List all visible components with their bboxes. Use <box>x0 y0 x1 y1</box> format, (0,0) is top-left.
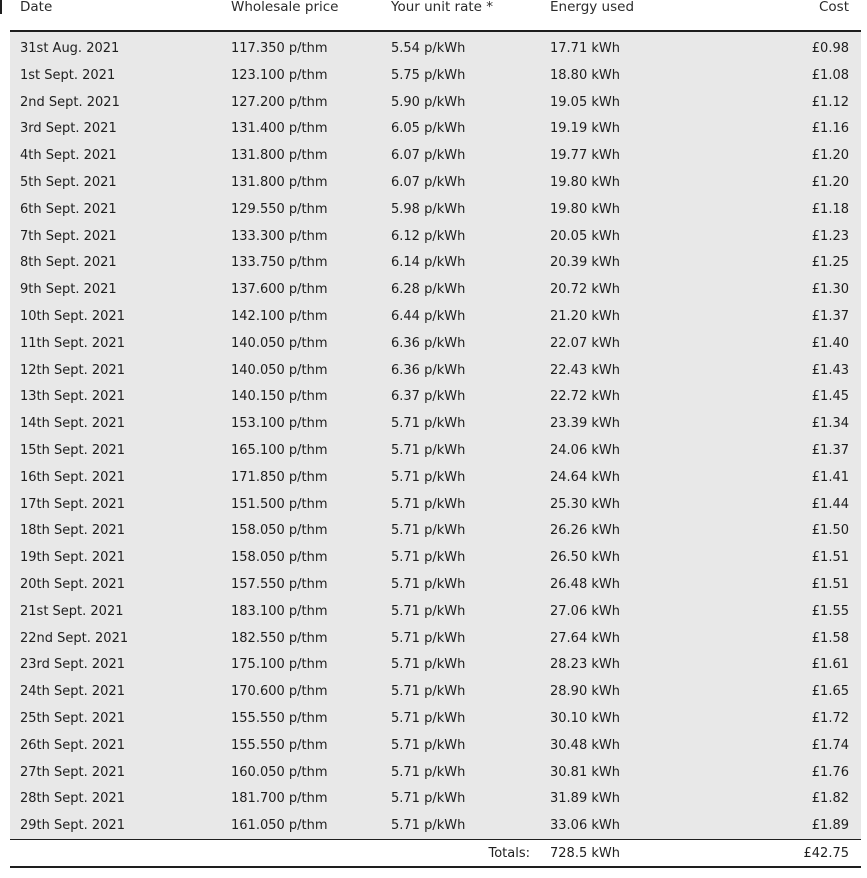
cell-wholesale: 151.500 p/thm <box>231 496 328 512</box>
header-cost: Cost <box>818 0 849 15</box>
cell-energy: 22.72 kWh <box>550 389 620 405</box>
cell-date: 29th Sept. 2021 <box>20 818 125 834</box>
cell-cost: £1.20 <box>811 174 849 190</box>
cell-date: 22nd Sept. 2021 <box>20 630 129 646</box>
cell-cost: £1.65 <box>811 684 849 700</box>
table-row <box>10 410 861 437</box>
table-row <box>10 598 861 625</box>
cell-energy: 19.05 kWh <box>550 94 620 110</box>
table-row <box>10 785 861 812</box>
cell-unit-rate: 6.44 p/kWh <box>391 308 466 324</box>
totals-cost: £42.75 <box>803 845 849 861</box>
table-row <box>10 169 861 196</box>
cell-energy: 22.07 kWh <box>550 335 620 351</box>
cell-unit-rate: 6.37 p/kWh <box>391 389 466 405</box>
cell-unit-rate: 5.71 p/kWh <box>391 684 466 700</box>
cell-energy: 19.77 kWh <box>550 148 620 164</box>
table-row <box>10 62 861 89</box>
cell-energy: 24.06 kWh <box>550 442 620 458</box>
cell-cost: £1.58 <box>811 630 849 646</box>
table-row <box>10 303 861 330</box>
cell-date: 14th Sept. 2021 <box>20 416 125 432</box>
table-body <box>10 32 861 839</box>
cell-energy: 30.81 kWh <box>550 764 620 780</box>
cell-energy: 26.48 kWh <box>550 576 620 592</box>
table-row <box>10 142 861 169</box>
cell-unit-rate: 6.36 p/kWh <box>391 335 466 351</box>
cell-wholesale: 158.050 p/thm <box>231 550 328 566</box>
energy-usage-table <box>10 0 861 868</box>
table-row <box>10 491 861 518</box>
table-row <box>10 759 861 786</box>
cell-cost: £1.37 <box>811 308 849 324</box>
cell-date: 25th Sept. 2021 <box>20 710 125 726</box>
cell-unit-rate: 5.71 p/kWh <box>391 416 466 432</box>
cell-energy: 30.10 kWh <box>550 710 620 726</box>
cell-energy: 20.72 kWh <box>550 282 620 298</box>
cell-energy: 19.80 kWh <box>550 174 620 190</box>
table-row <box>10 812 861 839</box>
cell-wholesale: 133.750 p/thm <box>231 255 328 271</box>
cell-wholesale: 131.800 p/thm <box>231 148 328 164</box>
cell-date: 4th Sept. 2021 <box>20 148 117 164</box>
cell-date: 20th Sept. 2021 <box>20 576 125 592</box>
cell-energy: 26.50 kWh <box>550 550 620 566</box>
cell-cost: £1.23 <box>811 228 849 244</box>
table-row <box>10 544 861 571</box>
cell-date: 23rd Sept. 2021 <box>20 657 125 673</box>
cell-wholesale: 131.400 p/thm <box>231 121 328 137</box>
cell-unit-rate: 5.54 p/kWh <box>391 41 466 56</box>
cell-unit-rate: 6.05 p/kWh <box>391 121 466 137</box>
cell-unit-rate: 5.71 p/kWh <box>391 657 466 673</box>
cell-date: 19th Sept. 2021 <box>20 550 125 566</box>
cell-cost: £1.12 <box>811 94 849 110</box>
cell-cost: £1.74 <box>811 737 849 753</box>
cell-unit-rate: 6.14 p/kWh <box>391 255 466 271</box>
table-row <box>10 249 861 276</box>
cell-wholesale: 153.100 p/thm <box>231 416 328 432</box>
cell-wholesale: 175.100 p/thm <box>231 657 328 673</box>
cell-wholesale: 171.850 p/thm <box>231 469 328 485</box>
cell-date: 27th Sept. 2021 <box>20 764 125 780</box>
left-edge-mark <box>0 0 2 14</box>
cell-unit-rate: 5.71 p/kWh <box>391 603 466 619</box>
cell-energy: 19.80 kWh <box>550 201 620 217</box>
cell-unit-rate: 5.71 p/kWh <box>391 818 466 834</box>
cell-unit-rate: 5.71 p/kWh <box>391 523 466 539</box>
cell-unit-rate: 6.36 p/kWh <box>391 362 466 378</box>
cell-energy: 25.30 kWh <box>550 496 620 512</box>
cell-cost: £1.43 <box>811 362 849 378</box>
cell-wholesale: 182.550 p/thm <box>231 630 328 646</box>
table-row <box>10 357 861 384</box>
cell-date: 10th Sept. 2021 <box>20 308 125 324</box>
table-row <box>10 115 861 142</box>
cell-energy: 23.39 kWh <box>550 416 620 432</box>
cell-energy: 33.06 kWh <box>550 818 620 834</box>
cell-wholesale: 157.550 p/thm <box>231 576 328 592</box>
cell-cost: £1.51 <box>811 576 849 592</box>
cell-unit-rate: 5.98 p/kWh <box>391 201 466 217</box>
cell-unit-rate: 5.71 p/kWh <box>391 764 466 780</box>
table-row <box>10 517 861 544</box>
table-row <box>10 651 861 678</box>
cell-energy: 28.23 kWh <box>550 657 620 673</box>
cell-unit-rate: 6.07 p/kWh <box>391 174 466 190</box>
cell-date: 6th Sept. 2021 <box>20 201 117 217</box>
cell-energy: 20.05 kWh <box>550 228 620 244</box>
header-wholesale: Wholesale price <box>231 0 339 15</box>
cell-unit-rate: 5.71 p/kWh <box>391 737 466 753</box>
totals-row <box>10 840 861 868</box>
cell-cost: £1.44 <box>811 496 849 512</box>
cell-cost: £1.37 <box>811 442 849 458</box>
cell-cost: £1.55 <box>811 603 849 619</box>
cell-unit-rate: 5.71 p/kWh <box>391 576 466 592</box>
cell-wholesale: 181.700 p/thm <box>231 791 328 807</box>
cell-date: 21st Sept. 2021 <box>20 603 124 619</box>
cell-unit-rate: 5.71 p/kWh <box>391 630 466 646</box>
table-row <box>10 464 861 491</box>
cell-energy: 27.06 kWh <box>550 603 620 619</box>
cell-energy: 31.89 kWh <box>550 791 620 807</box>
table-row <box>10 89 861 116</box>
cell-date: 13th Sept. 2021 <box>20 389 125 405</box>
cell-energy: 24.64 kWh <box>550 469 620 485</box>
cell-cost: £1.72 <box>811 710 849 726</box>
cell-wholesale: 140.050 p/thm <box>231 362 328 378</box>
cell-cost: £1.76 <box>811 764 849 780</box>
cell-cost: £1.51 <box>811 550 849 566</box>
cell-wholesale: 131.800 p/thm <box>231 174 328 190</box>
cell-cost: £1.89 <box>811 818 849 834</box>
cell-date: 2nd Sept. 2021 <box>20 94 120 110</box>
cell-wholesale: 155.550 p/thm <box>231 737 328 753</box>
table-row <box>10 732 861 759</box>
table-row <box>10 196 861 223</box>
cell-unit-rate: 6.07 p/kWh <box>391 148 466 164</box>
cell-date: 17th Sept. 2021 <box>20 496 125 512</box>
cell-wholesale: 140.050 p/thm <box>231 335 328 351</box>
cell-wholesale: 133.300 p/thm <box>231 228 328 244</box>
cell-unit-rate: 5.71 p/kWh <box>391 710 466 726</box>
cell-date: 8th Sept. 2021 <box>20 255 117 271</box>
cell-date: 18th Sept. 2021 <box>20 523 125 539</box>
cell-unit-rate: 5.71 p/kWh <box>391 791 466 807</box>
cell-cost: £1.40 <box>811 335 849 351</box>
cell-wholesale: 183.100 p/thm <box>231 603 328 619</box>
cell-cost: £1.08 <box>811 67 849 83</box>
cell-wholesale: 123.100 p/thm <box>231 67 328 83</box>
cell-wholesale: 158.050 p/thm <box>231 523 328 539</box>
totals-energy: 728.5 kWh <box>550 845 620 861</box>
cell-unit-rate: 5.71 p/kWh <box>391 550 466 566</box>
cell-date: 5th Sept. 2021 <box>20 174 117 190</box>
cell-energy: 20.39 kWh <box>550 255 620 271</box>
header-energy: Energy used <box>550 0 635 15</box>
table-row <box>10 625 861 652</box>
cell-unit-rate: 6.28 p/kWh <box>391 282 466 298</box>
cell-energy: 21.20 kWh <box>550 308 620 324</box>
cell-wholesale: 161.050 p/thm <box>231 818 328 834</box>
totals-label: Totals: <box>488 845 530 861</box>
cell-cost: £1.82 <box>811 791 849 807</box>
cell-cost: £1.18 <box>811 201 849 217</box>
cell-wholesale: 117.350 p/thm <box>231 41 328 56</box>
cell-cost: £1.41 <box>811 469 849 485</box>
cell-unit-rate: 5.75 p/kWh <box>391 67 466 83</box>
table-row <box>10 223 861 250</box>
cell-unit-rate: 5.90 p/kWh <box>391 94 466 110</box>
cell-date: 31st Aug. 2021 <box>20 41 120 56</box>
cell-energy: 26.26 kWh <box>550 523 620 539</box>
cell-date: 24th Sept. 2021 <box>20 684 125 700</box>
cell-wholesale: 155.550 p/thm <box>231 710 328 726</box>
cell-wholesale: 165.100 p/thm <box>231 442 328 458</box>
cell-wholesale: 127.200 p/thm <box>231 94 328 110</box>
cell-date: 1st Sept. 2021 <box>20 67 116 83</box>
cell-energy: 30.48 kWh <box>550 737 620 753</box>
cell-wholesale: 160.050 p/thm <box>231 764 328 780</box>
cell-cost: £1.61 <box>811 657 849 673</box>
cell-date: 9th Sept. 2021 <box>20 282 117 298</box>
cell-date: 11th Sept. 2021 <box>20 335 125 351</box>
table-row <box>10 35 861 62</box>
cell-wholesale: 137.600 p/thm <box>231 282 328 298</box>
cell-energy: 17.71 kWh <box>550 41 620 56</box>
cell-wholesale: 142.100 p/thm <box>231 308 328 324</box>
cell-wholesale: 140.150 p/thm <box>231 389 328 405</box>
table-row <box>10 437 861 464</box>
cell-cost: £1.16 <box>811 121 849 137</box>
cell-energy: 28.90 kWh <box>550 684 620 700</box>
cell-unit-rate: 5.71 p/kWh <box>391 469 466 485</box>
cell-cost: £1.25 <box>811 255 849 271</box>
cell-energy: 18.80 kWh <box>550 67 620 83</box>
cell-date: 3rd Sept. 2021 <box>20 121 117 137</box>
cell-date: 15th Sept. 2021 <box>20 442 125 458</box>
table-row <box>10 330 861 357</box>
header-unit-rate: Your unit rate * <box>391 0 494 15</box>
cell-cost: £1.20 <box>811 148 849 164</box>
cell-cost: £1.34 <box>811 416 849 432</box>
cell-cost: £1.45 <box>811 389 849 405</box>
table-header <box>10 0 861 32</box>
cell-unit-rate: 6.12 p/kWh <box>391 228 466 244</box>
cell-energy: 22.43 kWh <box>550 362 620 378</box>
cell-date: 12th Sept. 2021 <box>20 362 125 378</box>
cell-wholesale: 129.550 p/thm <box>231 201 328 217</box>
table-row <box>10 383 861 410</box>
header-date: Date <box>20 0 53 15</box>
table-row <box>10 276 861 303</box>
table-row <box>10 571 861 598</box>
cell-date: 7th Sept. 2021 <box>20 228 117 244</box>
cell-unit-rate: 5.71 p/kWh <box>391 442 466 458</box>
cell-cost: £0.98 <box>811 41 849 56</box>
table-row <box>10 705 861 732</box>
cell-cost: £1.50 <box>811 523 849 539</box>
cell-date: 26th Sept. 2021 <box>20 737 125 753</box>
cell-unit-rate: 5.71 p/kWh <box>391 496 466 512</box>
cell-energy: 19.19 kWh <box>550 121 620 137</box>
cell-cost: £1.30 <box>811 282 849 298</box>
cell-date: 16th Sept. 2021 <box>20 469 125 485</box>
cell-wholesale: 170.600 p/thm <box>231 684 328 700</box>
cell-date: 28th Sept. 2021 <box>20 791 125 807</box>
table-row <box>10 678 861 705</box>
cell-energy: 27.64 kWh <box>550 630 620 646</box>
